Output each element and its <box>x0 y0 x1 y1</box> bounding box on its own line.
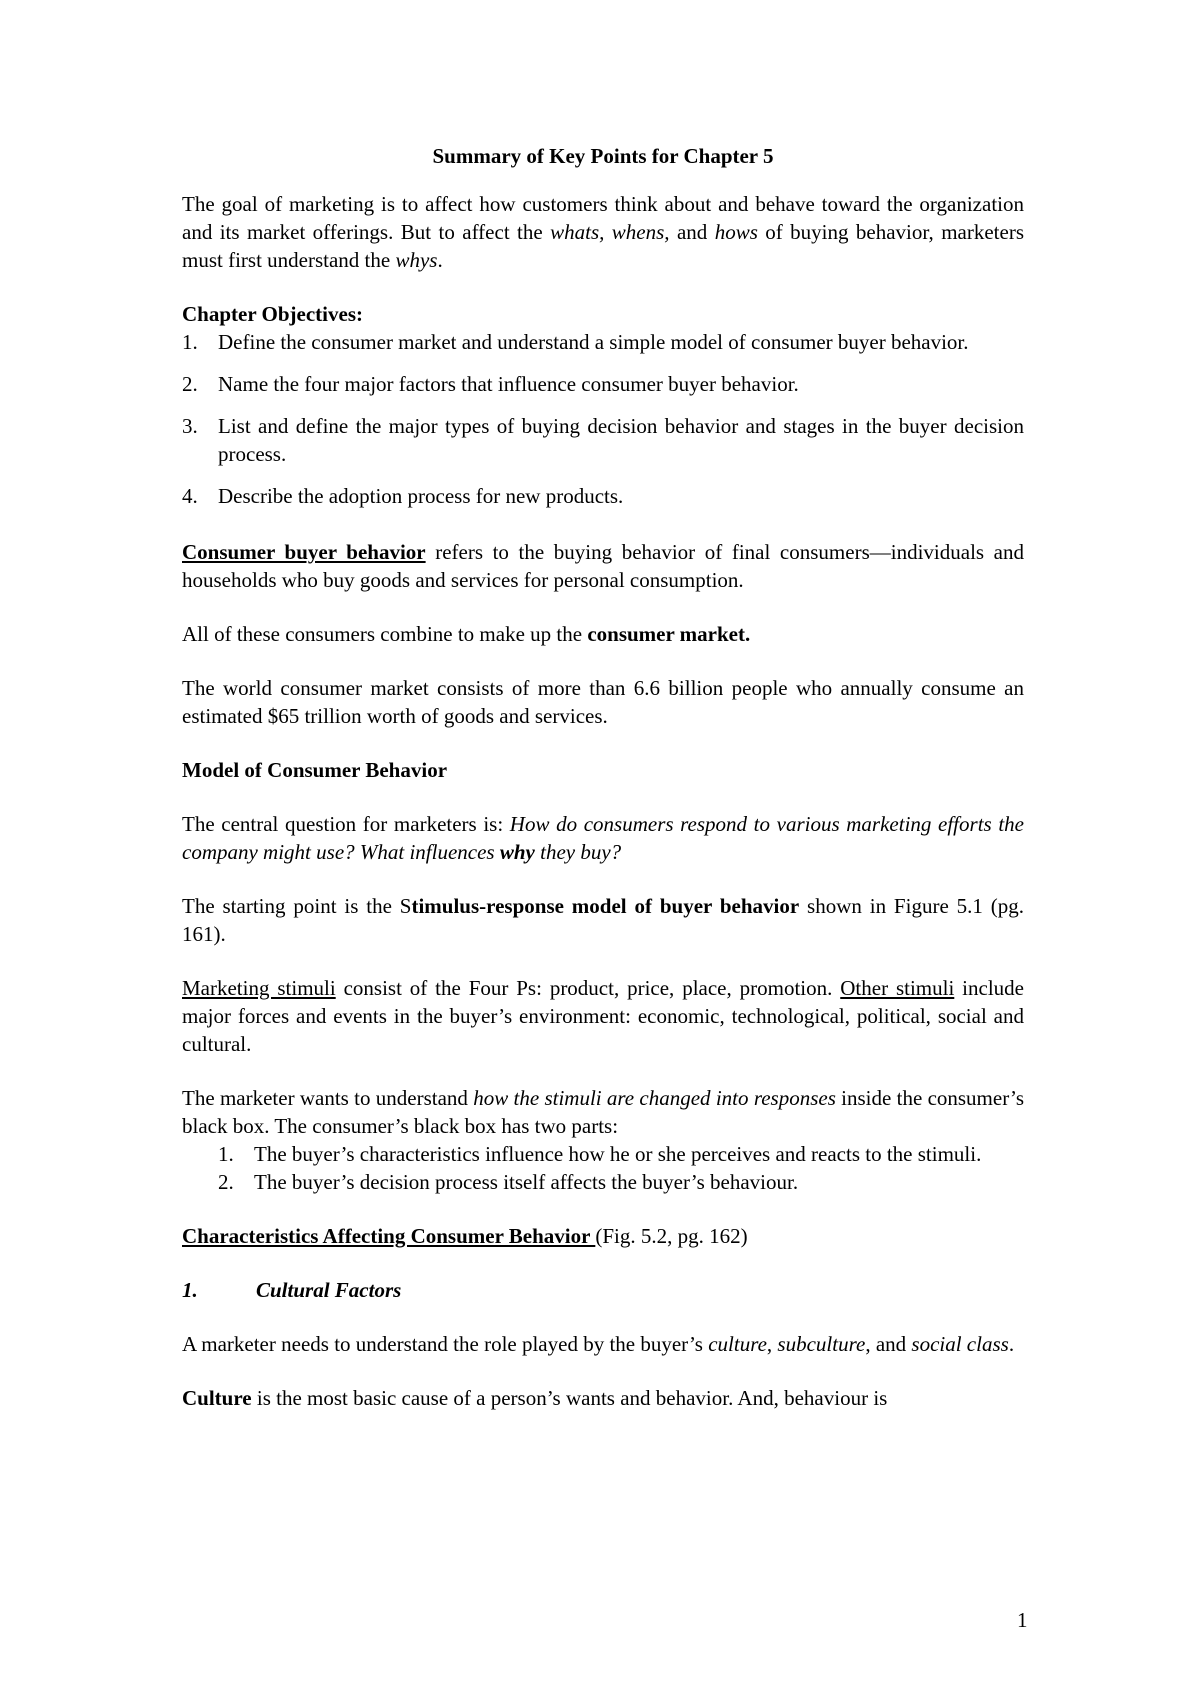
stimuli-text: consist of the Four Ps: product, price, place, promotion. <box>335 976 841 1000</box>
list-number: 3. <box>182 414 198 438</box>
list-number: 1. <box>218 1142 234 1166</box>
stimuli-text: include major forces and events in the buyer’s environment: economic, technological, political, social and cultural. <box>182 976 1024 1056</box>
question-emphasis: How do consumers respond to various marketing efforts the company might use? What influences <box>182 812 1024 864</box>
starting-text: shown in Figure 5.1 (pg. 161). <box>182 894 1024 946</box>
section-number: 1. <box>182 1278 198 1302</box>
black-box-paragraph <box>182 1084 1024 1140</box>
list-item-text: The buyer’s characteristics influence how he or she perceives and reacts to the stimuli. <box>254 1142 982 1166</box>
cbb-definition: refers to the buying behavior of final consumers—individuals and households who buy goods and services for personal consumption. <box>182 540 1024 592</box>
page-title: Summary of Key Points for Chapter 5 <box>432 144 774 168</box>
cultural-text: , and <box>865 1332 912 1356</box>
list-item <box>182 370 1024 398</box>
list-item <box>182 1140 1024 1168</box>
list-item <box>182 412 1024 468</box>
blackbox-text: The marketer wants to understand <box>182 1086 474 1110</box>
list-item-text: List and define the major types of buying decision behavior and stages in the buyer decision process. <box>218 414 1024 466</box>
cultural-emphasis: culture <box>708 1332 767 1356</box>
cultural-emphasis: subculture <box>777 1332 866 1356</box>
list-number: 4. <box>182 484 198 508</box>
intro-text: of buying behavior, marketers must first understand the <box>182 220 1024 272</box>
list-item-text: Define the consumer market and understand a simple model of consumer buyer behavior. <box>218 330 969 354</box>
characteristics-heading <box>182 1222 1024 1250</box>
intro-emphasis: whats, whens, <box>550 220 670 244</box>
list-item <box>182 1168 1024 1196</box>
cultural-text: , <box>766 1332 778 1356</box>
objectives-list <box>182 328 1024 510</box>
intro-emphasis: hows <box>714 220 758 244</box>
list-item-text: Describe the adoption process for new products. <box>218 484 624 508</box>
culture-paragraph <box>182 1384 1024 1412</box>
list-item-text: The buyer’s decision process itself affects the buyer’s behaviour. <box>254 1170 799 1194</box>
culture-term: Culture <box>182 1386 252 1410</box>
blackbox-emphasis: how the stimuli are changed into responses <box>473 1086 836 1110</box>
consumer-market-paragraph <box>182 620 1024 648</box>
culture-text: is the most basic cause of a person’s wants and behavior. And, behaviour is <box>251 1386 888 1410</box>
blackbox-text: inside the consumer’s black box. The consumer’s black box has two parts: <box>182 1086 1024 1138</box>
stimuli-term: Other stimuli <box>840 976 955 1000</box>
question-emphasis: they buy? <box>534 840 622 864</box>
starting-text: The starting point is the S <box>182 894 412 918</box>
intro-paragraph <box>182 190 1024 274</box>
characteristics-reference: (Fig. 5.2, pg. 162) <box>595 1224 748 1248</box>
world-market-paragraph: The world consumer market consists of more than 6.6 billion people who annually consume an estimated $65 trillion worth of goods and services. <box>182 676 1024 728</box>
intro-text: The goal of marketing is to affect how customers think about and behave toward the organization and its market offerings. But to affect the <box>182 192 1024 244</box>
question-text: The central question for marketers is: <box>182 812 510 836</box>
characteristics-title: Characteristics Affecting Consumer Behavior <box>182 1224 596 1248</box>
starting-term: timulus-response model of buyer behavior <box>411 894 800 918</box>
document-page <box>182 142 1024 1412</box>
question-strong: why <box>499 840 535 864</box>
intro-emphasis: whys <box>395 248 438 272</box>
cbb-paragraph <box>182 538 1024 594</box>
list-item-text: Name the four major factors that influence consumer buyer behavior. <box>218 372 799 396</box>
intro-text: . <box>437 248 443 272</box>
market-term: consumer market. <box>587 622 751 646</box>
central-question-paragraph <box>182 810 1024 866</box>
list-item <box>182 328 1024 356</box>
list-number: 1. <box>182 330 198 354</box>
list-number: 2. <box>182 372 198 396</box>
list-item <box>182 482 1024 510</box>
cultural-paragraph <box>182 1330 1024 1358</box>
section-title: Cultural Factors <box>256 1278 402 1302</box>
market-text: All of these consumers combine to make up the <box>182 622 588 646</box>
starting-point-paragraph <box>182 892 1024 948</box>
cultural-text: . <box>1008 1332 1015 1356</box>
cultural-text: A marketer needs to understand the role played by the buyer’s <box>182 1332 709 1356</box>
model-heading: Model of Consumer Behavior <box>182 758 448 782</box>
cultural-factors-heading <box>182 1276 1024 1304</box>
cbb-term: Consumer buyer behavior <box>182 540 426 564</box>
objectives-heading: Chapter Objectives: <box>182 302 363 326</box>
intro-text: and <box>669 220 715 244</box>
black-box-list <box>182 1140 1024 1196</box>
list-number: 2. <box>218 1170 234 1194</box>
page-number: 1 <box>1017 1608 1028 1632</box>
cultural-emphasis: social class <box>911 1332 1009 1356</box>
stimuli-paragraph <box>182 974 1024 1058</box>
stimuli-term: Marketing stimuli <box>182 976 336 1000</box>
